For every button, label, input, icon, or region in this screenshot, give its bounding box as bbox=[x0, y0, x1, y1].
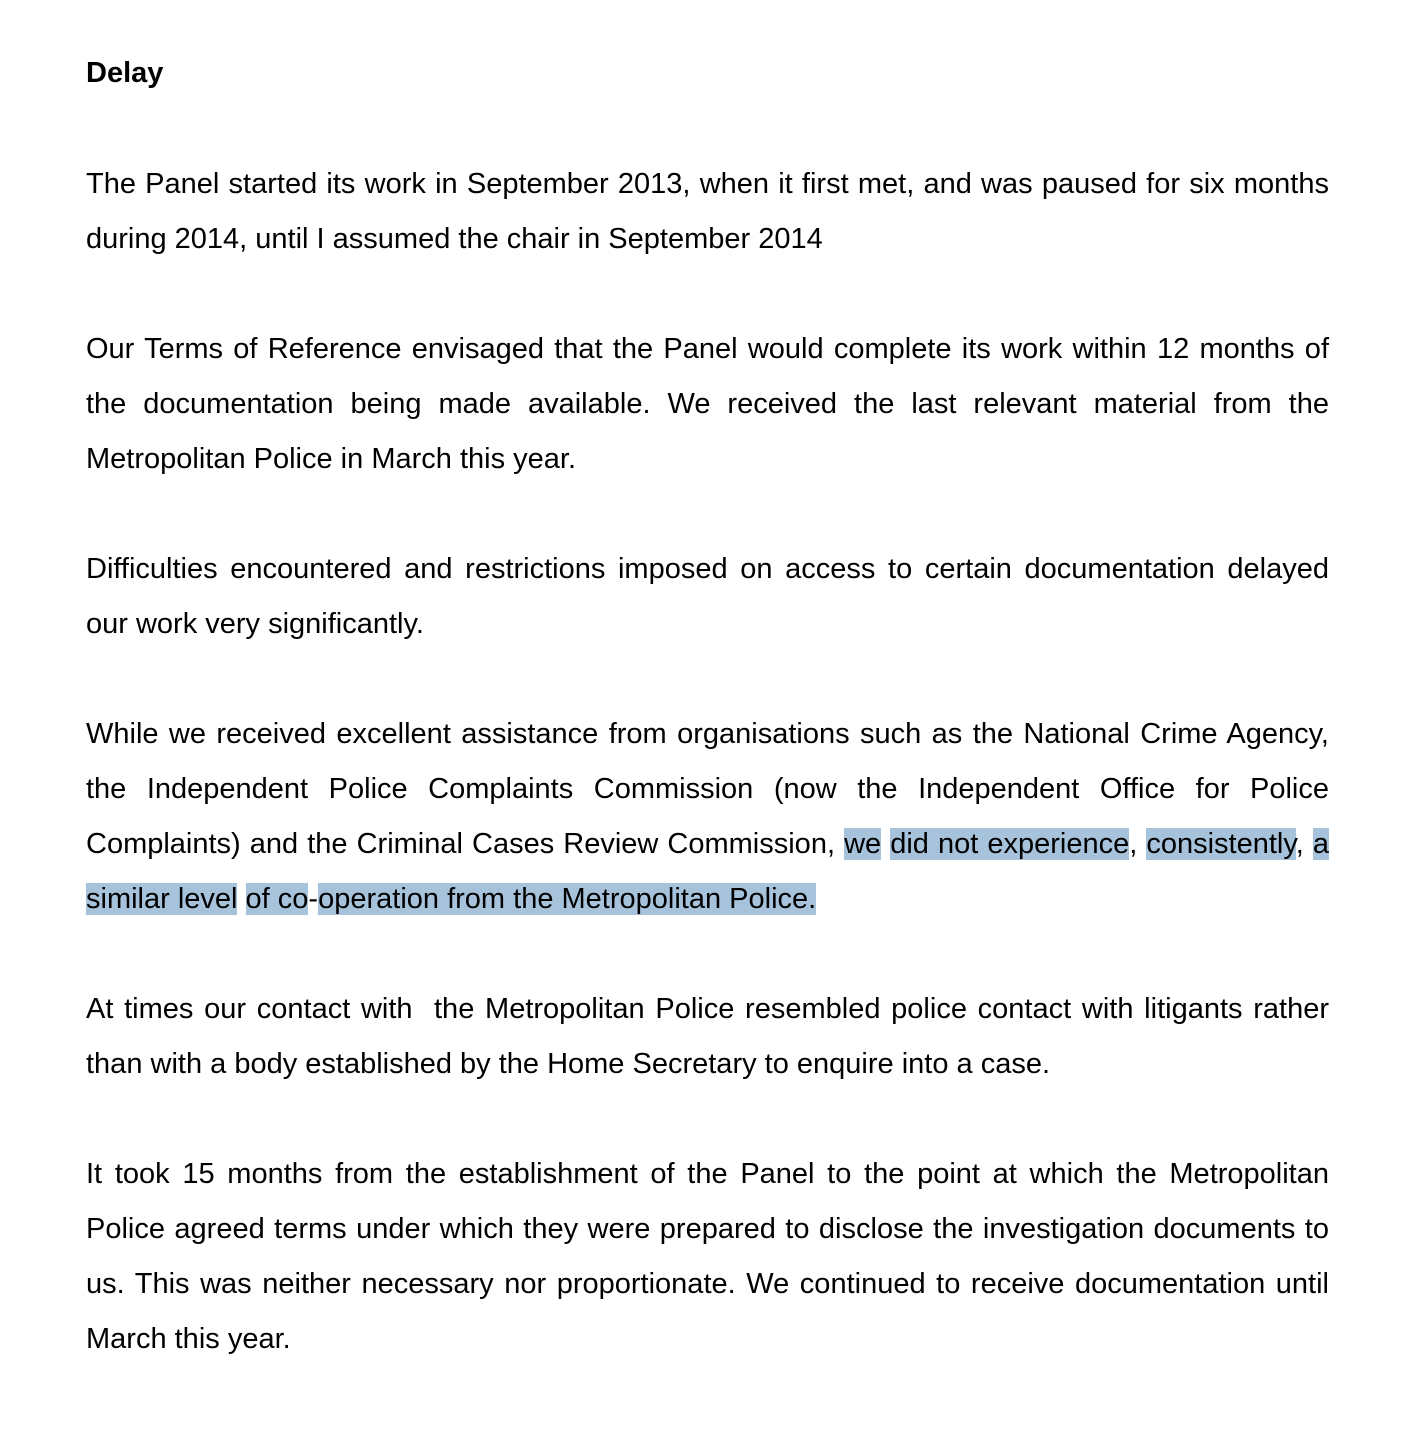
plain-space bbox=[237, 883, 245, 915]
highlight-segment[interactable]: consistently bbox=[1146, 828, 1296, 860]
highlight-segment[interactable]: we bbox=[844, 828, 882, 860]
highlight-segment[interactable]: did not experience bbox=[890, 828, 1130, 860]
plain-separator: , bbox=[1129, 828, 1147, 860]
assistance-text: While we received excellent assistance from organisations such as the National Crime Agency, the Independent Police Complaints Commission (now the Independent Office for Police Complaints) and the Criminal Cases Review Commission, bbox=[86, 718, 1329, 860]
plain-separator: , bbox=[1295, 828, 1313, 860]
section-heading: Delay bbox=[86, 57, 164, 89]
paragraph-contact: At times our contact with the Metropolitan Police resembled police contact with litigants rather than with a body established by the Home Secretary to enquire into a case. bbox=[86, 993, 1338, 1080]
plain-hyphen: - bbox=[308, 883, 319, 915]
highlight-segment[interactable]: a similar level bbox=[86, 828, 1329, 915]
paragraph-assistance bbox=[86, 707, 1329, 927]
paragraph-panel-start: The Panel started its work in September 2013, when it first met, and was paused for six months during 2014, until I assumed the chair in September 2014 bbox=[86, 168, 1329, 255]
paragraph-fifteen-months: It took 15 months from the establishment of the Panel to the point at which the Metropolitan Police agreed terms under which they were prepared to disclose the investigation documents to us. This was neither necessary nor proportionate. We continued to receive documentation until March this year. bbox=[86, 1158, 1329, 1355]
plain-space bbox=[881, 828, 890, 860]
highlight-segment[interactable]: of co bbox=[245, 883, 309, 915]
document-page bbox=[86, 44, 1338, 1422]
highlight-segment[interactable]: operation from the Metropolitan Police. bbox=[318, 883, 817, 915]
paragraph-terms-of-reference: Our Terms of Reference envisaged that the Panel would complete its work within 12 months of the documentation being made available. We received the last relevant material from the Metropolitan Police in March this year. bbox=[86, 333, 1329, 475]
paragraph-difficulties: Difficulties encountered and restrictions imposed on access to certain documentation delayed our work very significantly. bbox=[86, 553, 1329, 640]
